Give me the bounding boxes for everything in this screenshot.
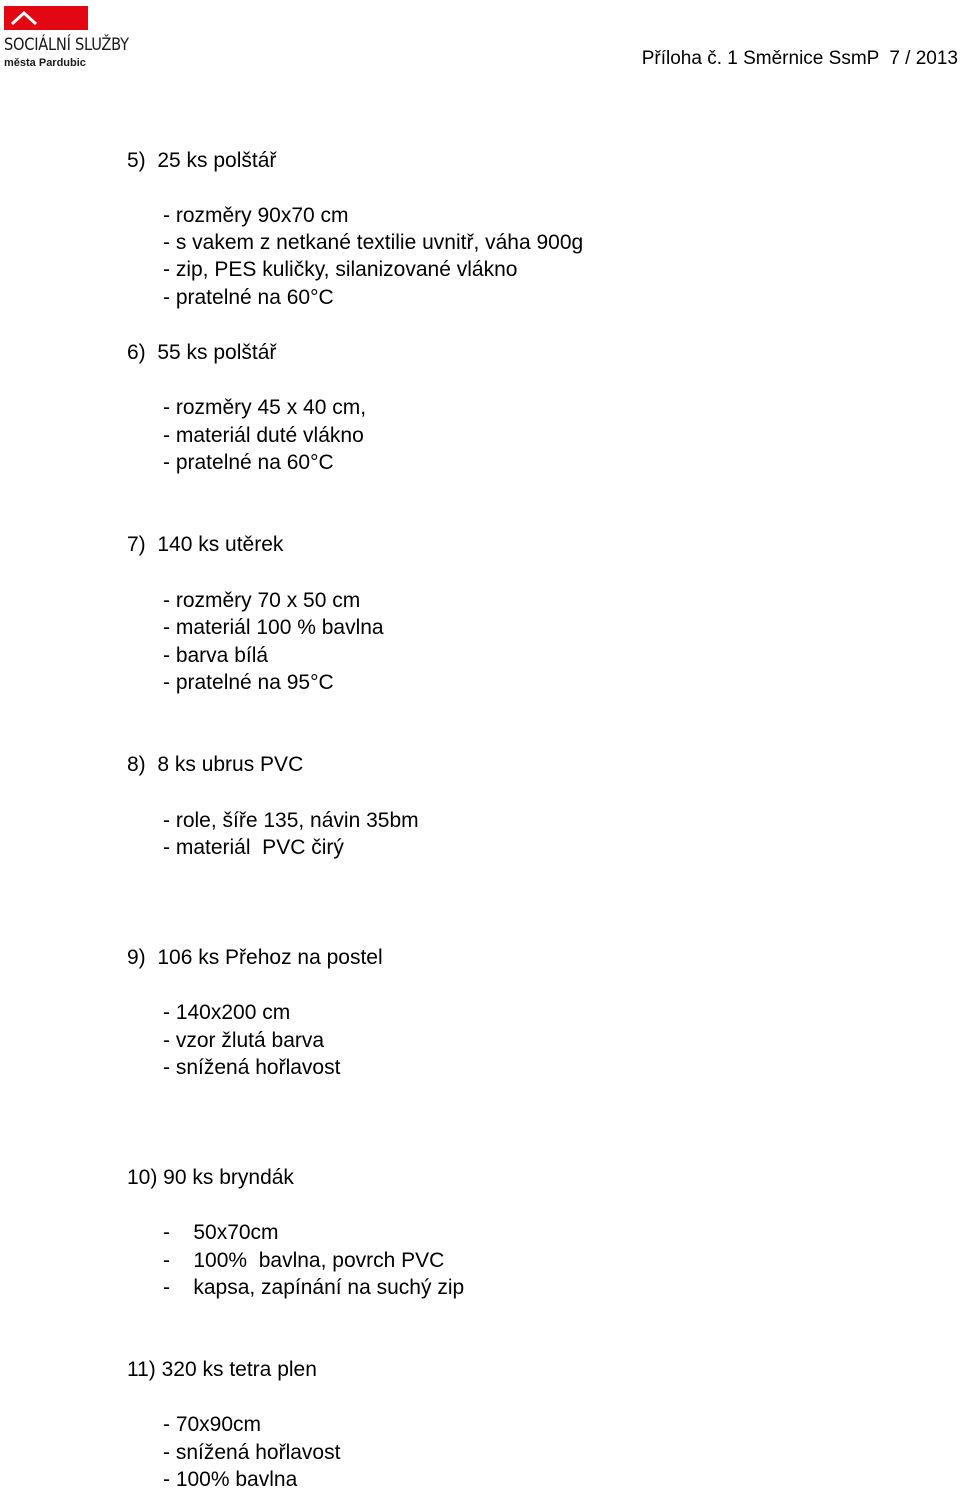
document-reference	[642, 47, 958, 71]
item-title: 9) 106 ks Přehoz na postel	[127, 946, 383, 969]
item-detail: - materiál 100 % bavlna	[163, 616, 384, 639]
reference-label: Příloha č. 1 Směrnice SsmP	[641, 48, 880, 69]
item-title: 7) 140 ks utěrek	[127, 533, 284, 556]
item-title: 11) 320 ks tetra plen	[127, 1358, 317, 1381]
item-detail: - rozměry 45 x 40 cm,	[163, 396, 367, 419]
item-detail: - 100% bavlna, povrch PVC	[163, 1249, 445, 1272]
item-detail: - pratelné na 60°C	[163, 451, 334, 474]
item-detail: - rozměry 90x70 cm	[163, 204, 349, 227]
item-detail: - 50x70cm	[163, 1221, 279, 1244]
item-detail: - s vakem z netkané textilie uvnitř, váha 900g	[163, 231, 584, 254]
item-detail: - kapsa, zapínání na suchý zip	[163, 1276, 465, 1299]
item-detail: - snížená hořlavost	[163, 1056, 341, 1079]
item-detail: - snížená hořlavost	[163, 1441, 341, 1464]
item-detail: - 70x90cm	[163, 1413, 262, 1436]
item-detail: - materiál PVC čirý	[163, 836, 344, 859]
item-detail: - rozměry 70 x 50 cm	[163, 589, 361, 612]
item-title: 8) 8 ks ubrus PVC	[127, 753, 304, 776]
item-detail: - materiál duté vlákno	[163, 424, 364, 447]
logo	[4, 6, 129, 69]
item-detail: - zip, PES kuličky, silanizované vlákno	[163, 258, 518, 281]
logo-mark-icon	[4, 6, 88, 30]
item-detail: - vzor žlutá barva	[163, 1029, 325, 1052]
item-title: 5) 25 ks polštář	[127, 149, 277, 172]
item-detail: - pratelné na 95°C	[163, 671, 334, 694]
logo-name: SOCIÁLNÍ SLUŽBY	[4, 35, 129, 55]
item-title: 6) 55 ks polštář	[127, 341, 277, 364]
reference-number: 7 / 2013	[889, 48, 958, 69]
item-detail: - 100% bavlna	[163, 1468, 298, 1491]
item-detail: - 140x200 cm	[163, 1001, 291, 1024]
item-detail: - role, šíře 135, návin 35bm	[163, 809, 419, 832]
item-title: 10) 90 ks bryndák	[127, 1166, 294, 1189]
item-detail: - barva bílá	[163, 644, 269, 667]
logo-city: města Pardubic	[4, 57, 86, 69]
item-detail: - pratelné na 60°C	[163, 286, 334, 309]
